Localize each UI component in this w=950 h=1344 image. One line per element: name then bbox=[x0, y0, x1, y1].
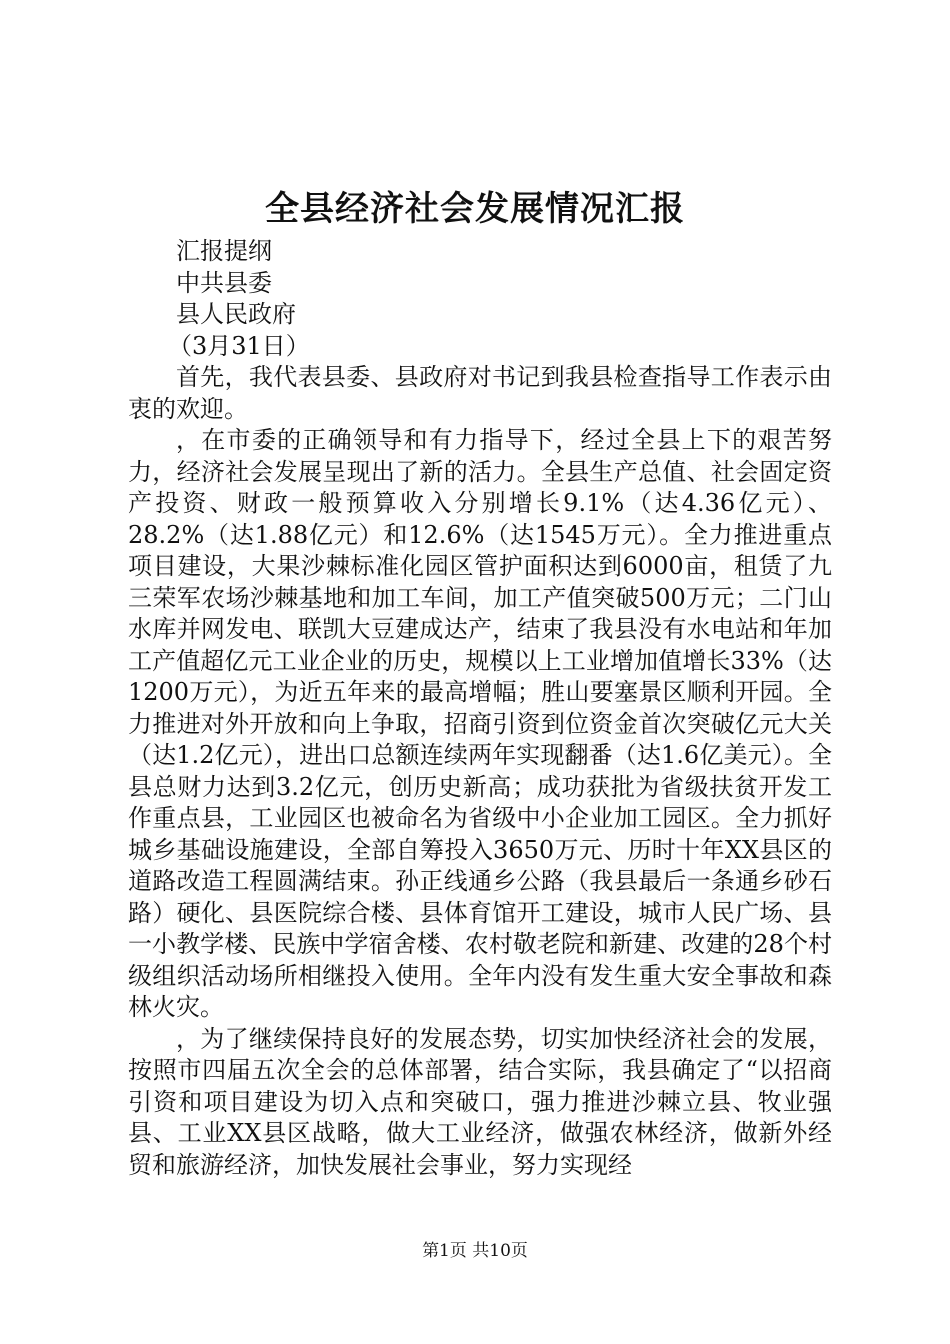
header-line-county-government: 县人民政府 bbox=[176, 300, 296, 328]
document-title: 全县经济社会发展情况汇报 bbox=[265, 189, 685, 229]
header-line-outline: 汇报提纲 bbox=[176, 237, 272, 265]
document-body bbox=[128, 236, 832, 1181]
paragraph-welcome: 首先，我代表县委、县政府对书记到我县检查指导工作表示由衷的欢迎。 bbox=[128, 363, 832, 423]
paragraph-achievements: ，在市委的正确领导和有力指导下，经过全县上下的艰苦努力，经济社会发展呈现出了新的活力。全县生产总值、社会固定资产投资、财政一般预算收入分别增长9.1%（达4.36亿元）、28.2%（达1.88亿元）和12.6%（达1545万元）。全力推进重点项目建设，大果沙棘标准化园区管护面积达到6000亩，租赁了九三荣军农场沙棘基地和加工车间，加工产值突破500万元；二门山水库并网发电、联凯大豆建成达产，结束了我县没有水电站和年加工产值超亿元工业企业的历史，规模以上工业增加值增长33%（达1200万元），为近五年来的最高增幅；胜山要塞景区顺利开园。全力推进对外开放和向上争取，招商引资到位资金首次突破亿元大关（达1.2亿元），进出口总额连续两年实现翻番（达1.6亿美元）。全县总财力达到3.2亿元，创历史新高；成功获批为省级扶贫开发工作重点县，工业园区也被命名为省级中小企业加工园区。全力抓好城乡基础设施建设，全部自筹投入3650万元、历时十年XX县区的道路改造工程圆满结束。孙正线通乡公路（我县最后一条通乡砂石路）硬化、县医院综合楼、县体育馆开工建设，城市人民广场、县一小教学楼、民族中学宿舍楼、农村敬老院和新建、改建的28个村级组织活动场所相继投入使用。全年内没有发生重大安全事故和森林火灾。 bbox=[128, 426, 832, 1021]
page-footer: 第1页 共10页 bbox=[422, 1241, 528, 1261]
header-line-party-committee: 中共县委 bbox=[176, 268, 272, 297]
paragraph-strategy: ，为了继续保持良好的发展态势，切实加快经济社会的发展，按照市四届五次全会的总体部署，结合实际，我县确定了“以招商引资和项目建设为切入点和突破口，强力推进沙棘立县、牧业强县、工业XX县区战略，做大工业经济，做强农林经济，做新外经贸和旅游经济，加快发展社会事业，努力实现经 bbox=[128, 1024, 832, 1179]
header-line-date: （3月31日） bbox=[168, 331, 310, 360]
